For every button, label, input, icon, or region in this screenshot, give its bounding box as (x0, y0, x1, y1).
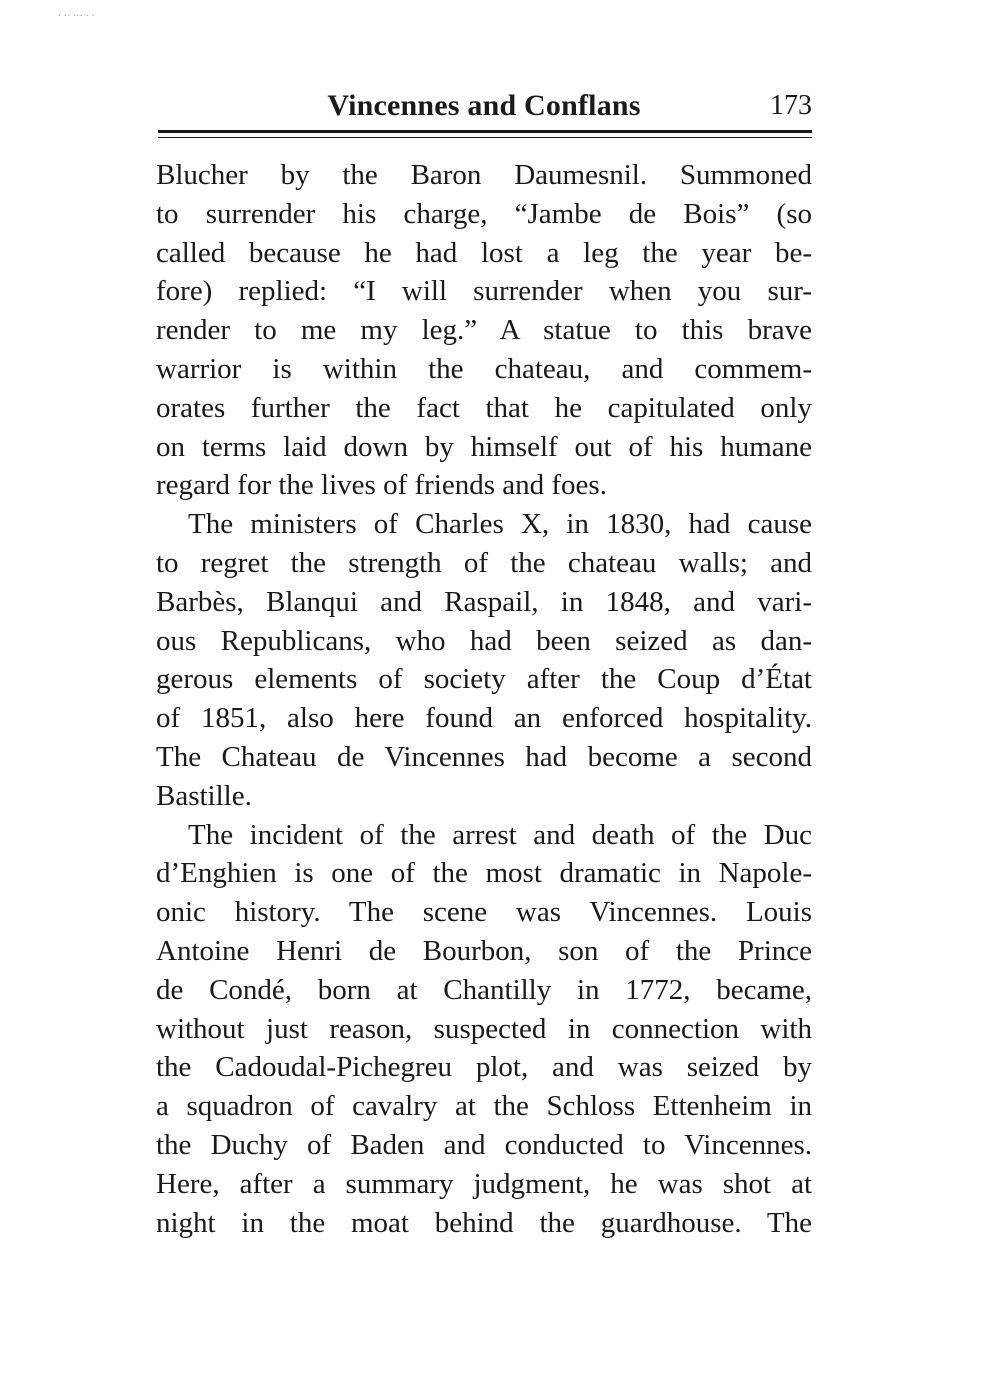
header-rule-thick (158, 130, 812, 133)
text-line: The ministers of Charles X, in 1830, had cause (188, 508, 812, 541)
text-line: called because he had lost a leg the year be- (156, 236, 812, 269)
text-line: render to me my leg.” A statue to this brave (156, 314, 812, 347)
text-line: The Chateau de Vincennes had become a second (156, 740, 812, 773)
text-line: without just reason, suspected in connection with (156, 1012, 812, 1045)
text-line: fore) replied: “I will surrender when you sur- (156, 275, 812, 308)
text-line: The incident of the arrest and death of the Duc (188, 818, 812, 851)
text-line: Barbès, Blanqui and Raspail, in 1848, and vari- (156, 585, 812, 618)
text-line: warrior is within the chateau, and commem- (156, 352, 812, 385)
text-line: ous Republicans, who had been seized as dan- (156, 624, 812, 657)
page-number: 173 (770, 90, 812, 121)
text-line: regard for the lives of friends and foes. (156, 469, 607, 502)
text-line: d’Enghien is one of the most dramatic in Napole- (156, 857, 812, 890)
text-line: the Cadoudal-Pichegreu plot, and was seized by (156, 1051, 812, 1084)
chapter-title: Vincennes and Conflans (327, 89, 641, 122)
text-line: Blucher by the Baron Daumesnil. Summoned (156, 159, 812, 191)
text-line: night in the moat behind the guardhouse. The (156, 1206, 812, 1239)
text-line: Antoine Henri de Bourbon, son of the Prince (156, 934, 812, 967)
text-line: de Condé, born at Chantilly in 1772, became, (156, 973, 812, 1006)
paragraph-1 (156, 156, 812, 505)
text-line: gerous elements of society after the Coup d’État (156, 663, 812, 696)
header-rule-thin (158, 137, 812, 138)
text-line: of 1851, also here found an enforced hospitality. (156, 702, 812, 735)
body-text (156, 156, 812, 1242)
text-line: Here, after a summary judgment, he was shot at (156, 1167, 812, 1200)
text-line: on terms laid down by himself out of his humane (156, 430, 812, 463)
scan-speckle: · ·· ··· · · (58, 11, 95, 22)
paragraph-2 (156, 505, 812, 815)
text-line: a squadron of cavalry at the Schloss Ettenheim in (156, 1090, 812, 1123)
text-line: to regret the strength of the chateau walls; and (156, 546, 812, 579)
text-line: to surrender his charge, “Jambe de Bois” (so (156, 197, 812, 230)
paragraph-3 (156, 816, 812, 1243)
text-line: orates further the fact that he capitulated only (156, 391, 812, 424)
text-line: the Duchy of Baden and conducted to Vincennes. (156, 1128, 812, 1161)
running-head (156, 86, 812, 126)
text-line: onic history. The scene was Vincennes. Louis (156, 896, 812, 929)
text-line: Bastille. (156, 779, 252, 812)
